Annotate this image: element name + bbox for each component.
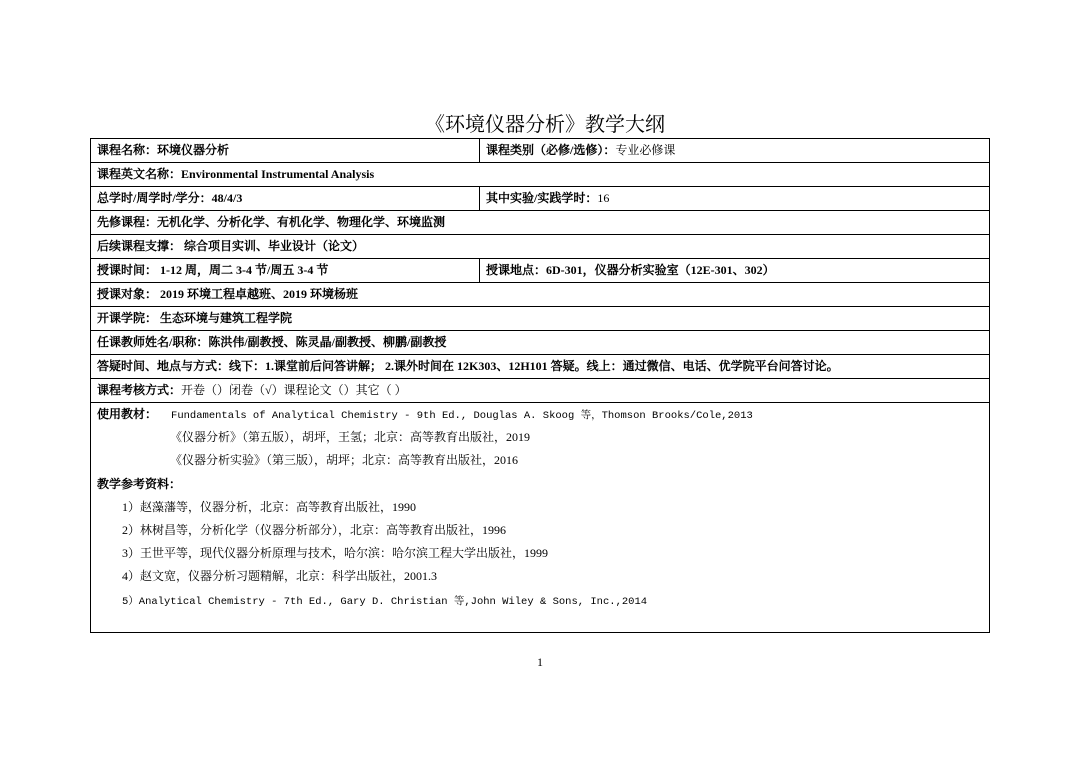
row-instructors (91, 331, 989, 355)
row-english-name (91, 163, 989, 187)
row-audience (91, 283, 989, 307)
textbook-item: 《仪器分析》（第五版），胡坪，王氢；北京：高等教育出版社，2019 (170, 430, 531, 445)
references-label: 教学参考资料： (97, 476, 182, 491)
reference-line-2 (97, 519, 983, 542)
schedule-label: 授课时间： (97, 263, 158, 277)
reference-item: 1）赵藻藩等，仪器分析，北京：高等教育出版社，1990 (122, 499, 417, 514)
lab-hours-value: 16 (597, 191, 610, 205)
textbook-line-3 (97, 449, 983, 472)
schedule-cell (91, 259, 480, 282)
location-value: 6D-301，仪器分析实验室（12E-301、302） (546, 263, 775, 277)
office-hours-cell (91, 355, 989, 378)
audience-label: 授课对象： (97, 287, 158, 301)
hours-label: 总学时/周学时/学分： (97, 191, 212, 205)
prerequisites-label: 先修课程： (97, 215, 158, 229)
reference-line-4 (97, 565, 983, 588)
reference-item: 2）林树昌等，分析化学（仪器分析部分），北京：高等教育出版社，1996 (122, 522, 507, 537)
page-number: 1 (537, 655, 543, 669)
row-prerequisites (91, 211, 989, 235)
location-label: 授课地点： (486, 263, 547, 277)
row-assessment (91, 379, 989, 403)
course-name-cell (91, 139, 480, 162)
follow-up-value: 综合项目实训、毕业设计（论文） (181, 239, 365, 253)
hours-value: 48/4/3 (211, 191, 243, 205)
course-name-label: 课程名称： (97, 143, 158, 157)
english-name-cell (91, 163, 989, 186)
textbook-line-2 (97, 426, 983, 449)
reference-item: 5）Analytical Chemistry - 7th Ed., Gary D. Christian 等,John Wiley & Sons, Inc.,2014 (122, 595, 648, 608)
follow-up-label: 后续课程支撑： (97, 239, 182, 253)
instructors-cell (91, 331, 989, 354)
prerequisites-cell (91, 211, 989, 234)
textbook-item: 《仪器分析实验》（第三版），胡坪；北京：高等教育出版社，2016 (170, 453, 519, 468)
english-name-value: Environmental Instrumental Analysis (181, 167, 375, 181)
reference-item: 4）赵文宽，仪器分析习题精解，北京：科学出版社，2001.3 (122, 569, 438, 584)
hours-cell (91, 187, 480, 210)
reference-line-3 (97, 542, 983, 565)
row-schedule (91, 259, 989, 283)
assessment-label: 课程考核方式： (97, 383, 182, 397)
row-college (91, 307, 989, 331)
reference-line-1 (97, 496, 983, 519)
audience-value: 2019 环境工程卓越班、2019 环境杨班 (157, 287, 359, 301)
office-hours-value: 线下：1.课堂前后问答讲解； 2.课外时间在 12K303、12H101 答疑。线上：通过微信、电话、优学院平台问答讨论。 (229, 359, 839, 373)
document-title: 《环境仪器分析》教学大纲 (425, 114, 665, 136)
reference-line-5 (97, 589, 983, 612)
lab-hours-cell (480, 187, 989, 210)
audience-cell (91, 283, 989, 306)
college-value: 生态环境与建筑工程学院 (157, 311, 293, 325)
course-type-label: 课程类别（必修/选修）： (486, 143, 616, 157)
reference-item: 3）王世平等，现代仪器分析原理与技术，哈尔滨：哈尔滨工程大学出版社，1999 (122, 546, 549, 561)
prerequisites-value: 无机化学、分析化学、有机化学、物理化学、环境监测 (157, 215, 446, 229)
textbook-line-1 (97, 403, 983, 426)
college-cell (91, 307, 989, 330)
course-type-value: 专业必修课 (615, 143, 676, 157)
textbooks-label: 使用教材： (97, 407, 158, 421)
college-label: 开课学院： (97, 311, 158, 325)
schedule-value: 1-12 周，周二 3-4 节/周五 3-4 节 (157, 263, 329, 277)
row-follow-up (91, 235, 989, 259)
syllabus-table (90, 138, 990, 633)
follow-up-cell (91, 235, 989, 258)
row-office-hours (91, 355, 989, 379)
textbook-item: Fundamentals of Analytical Chemistry - 9th Ed., Douglas A. Skoog 等，Thomson Brooks/Cole,2013 (171, 410, 753, 422)
office-hours-label: 答疑时间、地点与方式： (97, 359, 230, 373)
instructors-value: 陈洪伟/副教授、陈灵晶/副教授、柳鹏/副教授 (208, 335, 447, 349)
row-hours (91, 187, 989, 211)
lab-hours-label: 其中实验/实践学时： (486, 191, 598, 205)
english-name-label: 课程英文名称： (97, 167, 182, 181)
course-type-cell (480, 139, 989, 162)
materials-cell (91, 403, 989, 632)
assessment-value: 开卷（）闭卷（√）课程论文（）其它（ ） (181, 383, 407, 397)
instructors-label: 任课教师姓名/职称： (97, 335, 209, 349)
references-heading-line (97, 473, 983, 496)
row-course-name (91, 139, 989, 163)
location-cell (480, 259, 989, 282)
course-name-value: 环境仪器分析 (157, 143, 230, 157)
assessment-cell (91, 379, 989, 402)
